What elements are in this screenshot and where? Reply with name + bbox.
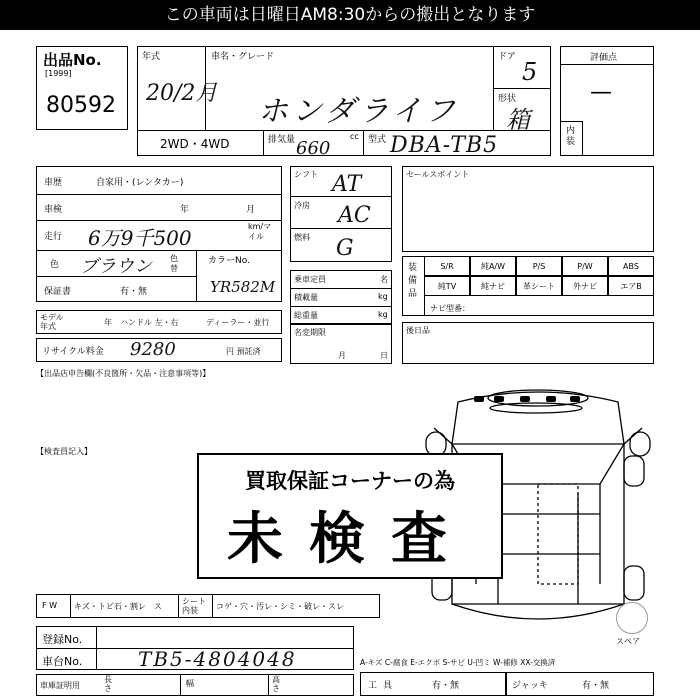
uninspected-stamp	[197, 453, 503, 579]
doors-label: ドア	[498, 52, 516, 62]
shift-label: シフト	[294, 170, 318, 179]
capacity-label: 乗車定員	[294, 275, 326, 284]
color-code: YR582M	[210, 278, 276, 296]
load-label: 積載量	[294, 293, 318, 302]
fw-text: キズ・トビ石・割レ ス	[74, 602, 162, 611]
history-value: 自家用・(レンタカー)	[96, 178, 184, 188]
equipment-cell: P/S	[516, 256, 562, 276]
score-label: 評価点	[590, 53, 618, 63]
inspection-label: 車検	[44, 205, 63, 215]
later-docs-label: 後日品	[406, 326, 430, 335]
modelyear-year: 年	[104, 318, 112, 327]
mileage-label: 走行	[44, 232, 63, 242]
equipment-cell: ABS	[608, 256, 654, 276]
color-label: 色	[50, 260, 60, 270]
interior-label: 内装	[566, 126, 576, 147]
year-value: 20/2月	[146, 81, 218, 106]
warranty-label: 保証書	[44, 287, 72, 297]
doors-value: 5	[522, 58, 538, 86]
handle: ハンドル 左・右	[120, 318, 179, 327]
recycle-label: リサイクル料金	[42, 347, 104, 357]
mileage-units: km/マイル	[248, 222, 272, 241]
lot-label: 出品No.	[43, 51, 102, 69]
seat-label: シート内装	[182, 597, 206, 615]
inspection-month: 月	[246, 205, 256, 215]
capacity-unit: 名	[380, 275, 388, 284]
seat-text: コゲ・穴・汚レ・シミ・破レ・スレ	[216, 602, 344, 611]
tools-value: 有・無	[432, 681, 460, 691]
equipment-cell: 革シート	[516, 276, 562, 296]
recycle-value: 9280	[130, 339, 176, 360]
chassis-value: TB5-4804048	[138, 647, 297, 671]
recycle-unit: 円 預託済	[226, 347, 261, 356]
equipment-cell: エアB	[608, 276, 654, 296]
chassis-label: 車台No.	[42, 655, 83, 668]
cert-row	[36, 674, 354, 696]
equipment-cell: 純ナビ	[470, 276, 516, 296]
year-label: 年式	[142, 52, 161, 62]
ac-label: 冷房	[294, 201, 310, 210]
history-label: 車歴	[44, 178, 63, 188]
fw-label: F W	[42, 601, 58, 610]
stamp-line2: 未検査	[227, 507, 473, 572]
shift-value: AT	[332, 172, 362, 197]
warranty-value: 有・無	[120, 287, 148, 297]
fuel-value: G	[336, 236, 354, 261]
registration-label: 登録No.	[42, 633, 83, 646]
gross-label: 総重量	[294, 311, 318, 320]
displacement-unit: cc	[350, 132, 359, 141]
color-change: 色替	[170, 254, 178, 273]
lot-box	[36, 46, 128, 130]
jack-value: 有・無	[582, 681, 610, 691]
drive-type: 2WD・4WD	[160, 137, 230, 151]
later-docs-box	[402, 322, 654, 364]
seller-notes-heading: 【出品店申告欄(不良箇所・欠品・注意事項等)】	[36, 369, 211, 378]
sales-point-label: セールスポイント	[406, 170, 470, 179]
stamp-line1: 買取保証コーナーの為	[245, 469, 455, 493]
inspection-year: 年	[180, 205, 190, 215]
modelyear-label: モデル年式	[40, 313, 64, 331]
name-change-label: 名変期限	[294, 328, 326, 337]
navi-model: ナビ型番：	[430, 304, 470, 313]
color-value: ブラウン	[80, 256, 152, 277]
shape-value: 箱	[506, 106, 530, 134]
displacement-label: 排気量	[268, 135, 296, 145]
color-code-label: カラーNo.	[208, 256, 250, 266]
score-value: —	[590, 80, 612, 105]
dealer: ディーラー・並行	[206, 318, 270, 327]
equipment-cell: 外ナビ	[562, 276, 608, 296]
car-name-value: ホンダライフ	[258, 94, 459, 129]
shape-label: 形状	[498, 94, 517, 104]
jack-label: ジャッキ	[512, 681, 548, 691]
load-unit: kg	[378, 292, 388, 301]
equipment-cell: 純TV	[424, 276, 470, 296]
car-name-label: 車名・グレード	[211, 52, 275, 62]
lot-number: 80592	[46, 93, 116, 118]
cert-height: 高さ	[272, 675, 280, 693]
spare-label: スペア	[616, 637, 640, 646]
fuel-label: 燃料	[294, 233, 310, 242]
equipment-cell: S/R	[424, 256, 470, 276]
gross-unit: kg	[378, 310, 388, 319]
damage-legend: A-キズ C-腐食 E-エクボ S-サビ U-凹ミ W-補修 XX-交換済	[360, 658, 556, 667]
equipment-label: 装備品	[408, 263, 418, 299]
cert-length: 長さ	[104, 675, 112, 693]
banner: この車両は日曜日AM8:30からの搬出となります	[0, 0, 700, 30]
tools-label: 工具	[368, 681, 399, 691]
mileage-value: 6万9千500	[88, 226, 192, 250]
equipment-cell: P/W	[562, 256, 608, 276]
ac-value: AC	[338, 203, 371, 228]
cert-width: 幅	[186, 679, 194, 688]
name-change-month: 月	[338, 351, 346, 360]
spare-tire-icon	[616, 602, 648, 634]
displacement-value: 660	[296, 138, 331, 159]
name-change-day: 日	[380, 351, 388, 360]
inspector-notes-heading: 【検査員記入】	[36, 447, 92, 456]
model-value: DBA-TB5	[390, 133, 499, 158]
lot-sub: [1999]	[45, 69, 72, 78]
model-label: 型式	[368, 135, 387, 145]
cert-label: 車庫証明用	[40, 681, 80, 690]
equipment-cell: 純A/W	[470, 256, 516, 276]
